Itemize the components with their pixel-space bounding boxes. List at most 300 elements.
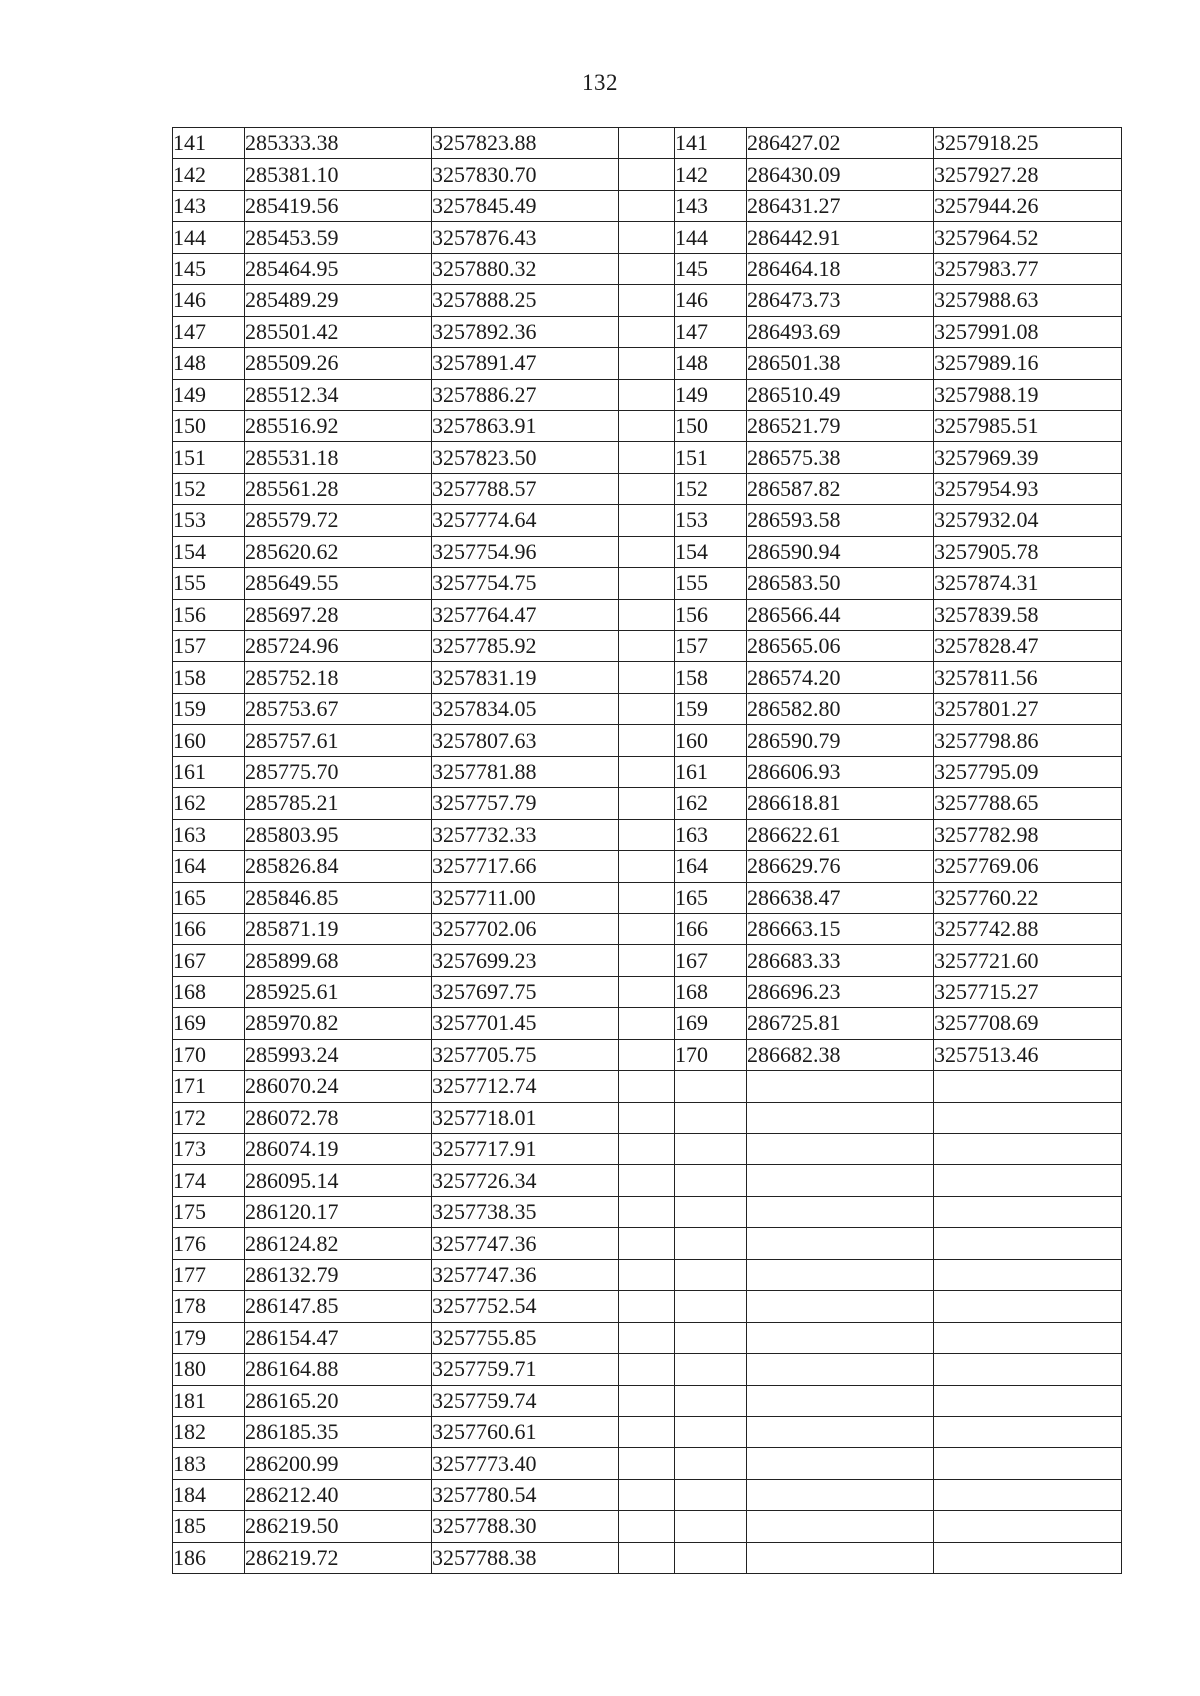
table-row: [173, 1196, 1122, 1227]
page-number: 132: [582, 70, 618, 95]
right-x-coordinate: 286622.61: [747, 819, 934, 850]
left-point-number: 173: [173, 1134, 245, 1165]
right-x-coordinate: [747, 1511, 934, 1542]
left-x-coordinate: 285724.96: [245, 631, 432, 662]
right-y-coordinate: 3257513.46: [934, 1039, 1122, 1070]
left-x-coordinate: 285803.95: [245, 819, 432, 850]
right-point-number: 159: [675, 693, 747, 724]
right-x-coordinate: 286593.58: [747, 505, 934, 536]
spacer-cell: [619, 285, 675, 316]
right-x-coordinate: 286493.69: [747, 316, 934, 347]
left-x-coordinate: 286185.35: [245, 1416, 432, 1447]
spacer-cell: [619, 1008, 675, 1039]
left-point-number: 151: [173, 442, 245, 473]
right-y-coordinate: [934, 1448, 1122, 1479]
left-y-coordinate: 3257747.36: [432, 1228, 619, 1259]
left-point-number: 176: [173, 1228, 245, 1259]
spacer-cell: [619, 568, 675, 599]
spacer-cell: [619, 1416, 675, 1447]
right-y-coordinate: 3257905.78: [934, 536, 1122, 567]
right-point-number: 141: [675, 128, 747, 159]
left-point-number: 146: [173, 285, 245, 316]
right-point-number: 150: [675, 410, 747, 441]
right-x-coordinate: 286473.73: [747, 285, 934, 316]
table-row: [173, 1008, 1122, 1039]
left-x-coordinate: 286095.14: [245, 1165, 432, 1196]
right-x-coordinate: 286663.15: [747, 913, 934, 944]
left-x-coordinate: 285419.56: [245, 190, 432, 221]
right-point-number: [675, 1259, 747, 1290]
right-point-number: 165: [675, 882, 747, 913]
right-x-coordinate: 286590.94: [747, 536, 934, 567]
right-y-coordinate: 3257798.86: [934, 725, 1122, 756]
left-y-coordinate: 3257788.30: [432, 1511, 619, 1542]
left-y-coordinate: 3257732.33: [432, 819, 619, 850]
right-x-coordinate: 286565.06: [747, 631, 934, 662]
left-x-coordinate: 286164.88: [245, 1354, 432, 1385]
left-x-coordinate: 285453.59: [245, 222, 432, 253]
left-point-number: 167: [173, 945, 245, 976]
left-y-coordinate: 3257891.47: [432, 348, 619, 379]
right-x-coordinate: 286501.38: [747, 348, 934, 379]
right-point-number: 170: [675, 1039, 747, 1070]
spacer-cell: [619, 1039, 675, 1070]
right-x-coordinate: [747, 1448, 934, 1479]
left-y-coordinate: 3257845.49: [432, 190, 619, 221]
right-x-coordinate: 286582.80: [747, 693, 934, 724]
spacer-cell: [619, 725, 675, 756]
left-x-coordinate: 286212.40: [245, 1479, 432, 1510]
table-row: [173, 1385, 1122, 1416]
left-y-coordinate: 3257755.85: [432, 1322, 619, 1353]
right-point-number: [675, 1542, 747, 1573]
left-point-number: 155: [173, 568, 245, 599]
right-point-number: 167: [675, 945, 747, 976]
right-y-coordinate: 3257839.58: [934, 599, 1122, 630]
right-x-coordinate: [747, 1416, 934, 1447]
left-y-coordinate: 3257718.01: [432, 1102, 619, 1133]
table-row: [173, 1416, 1122, 1447]
right-point-number: 142: [675, 159, 747, 190]
left-x-coordinate: 285531.18: [245, 442, 432, 473]
left-point-number: 182: [173, 1416, 245, 1447]
right-x-coordinate: 286606.93: [747, 756, 934, 787]
right-point-number: 169: [675, 1008, 747, 1039]
right-point-number: 168: [675, 976, 747, 1007]
right-y-coordinate: 3257964.52: [934, 222, 1122, 253]
right-point-number: [675, 1511, 747, 1542]
spacer-cell: [619, 505, 675, 536]
right-y-coordinate: [934, 1354, 1122, 1385]
left-x-coordinate: 286154.47: [245, 1322, 432, 1353]
right-y-coordinate: 3257828.47: [934, 631, 1122, 662]
spacer-cell: [619, 1259, 675, 1290]
right-x-coordinate: 286430.09: [747, 159, 934, 190]
left-y-coordinate: 3257788.38: [432, 1542, 619, 1573]
spacer-cell: [619, 348, 675, 379]
left-x-coordinate: 285620.62: [245, 536, 432, 567]
table-row: [173, 725, 1122, 756]
right-point-number: 158: [675, 662, 747, 693]
left-y-coordinate: 3257830.70: [432, 159, 619, 190]
right-x-coordinate: [747, 1291, 934, 1322]
left-x-coordinate: 285785.21: [245, 788, 432, 819]
right-y-coordinate: [934, 1479, 1122, 1510]
right-y-coordinate: [934, 1322, 1122, 1353]
right-x-coordinate: [747, 1542, 934, 1573]
left-point-number: 161: [173, 756, 245, 787]
left-x-coordinate: 285464.95: [245, 253, 432, 284]
left-point-number: 174: [173, 1165, 245, 1196]
left-x-coordinate: 285925.61: [245, 976, 432, 1007]
right-y-coordinate: 3257782.98: [934, 819, 1122, 850]
right-x-coordinate: 286638.47: [747, 882, 934, 913]
right-x-coordinate: [747, 1385, 934, 1416]
spacer-cell: [619, 662, 675, 693]
left-y-coordinate: 3257774.64: [432, 505, 619, 536]
left-point-number: 153: [173, 505, 245, 536]
left-y-coordinate: 3257757.79: [432, 788, 619, 819]
table-row: [173, 1165, 1122, 1196]
left-y-coordinate: 3257705.75: [432, 1039, 619, 1070]
table-row: [173, 379, 1122, 410]
right-x-coordinate: 286575.38: [747, 442, 934, 473]
table-row: [173, 285, 1122, 316]
right-x-coordinate: 286427.02: [747, 128, 934, 159]
left-x-coordinate: 285579.72: [245, 505, 432, 536]
right-y-coordinate: [934, 1291, 1122, 1322]
spacer-cell: [619, 410, 675, 441]
left-x-coordinate: 285333.38: [245, 128, 432, 159]
right-x-coordinate: 286696.23: [747, 976, 934, 1007]
right-point-number: 149: [675, 379, 747, 410]
right-point-number: [675, 1196, 747, 1227]
table-row: [173, 976, 1122, 1007]
left-x-coordinate: 285381.10: [245, 159, 432, 190]
left-y-coordinate: 3257773.40: [432, 1448, 619, 1479]
left-y-coordinate: 3257699.23: [432, 945, 619, 976]
right-y-coordinate: [934, 1196, 1122, 1227]
left-y-coordinate: 3257726.34: [432, 1165, 619, 1196]
table-row: [173, 1322, 1122, 1353]
right-y-coordinate: 3257801.27: [934, 693, 1122, 724]
left-point-number: 152: [173, 473, 245, 504]
spacer-cell: [619, 190, 675, 221]
table-row: [173, 882, 1122, 913]
right-x-coordinate: 286629.76: [747, 851, 934, 882]
left-point-number: 181: [173, 1385, 245, 1416]
left-x-coordinate: 285512.34: [245, 379, 432, 410]
right-point-number: 147: [675, 316, 747, 347]
spacer-cell: [619, 1134, 675, 1165]
right-y-coordinate: 3257811.56: [934, 662, 1122, 693]
table-row: [173, 1228, 1122, 1259]
table-row: [173, 851, 1122, 882]
spacer-cell: [619, 976, 675, 1007]
left-x-coordinate: 286219.50: [245, 1511, 432, 1542]
right-point-number: [675, 1291, 747, 1322]
right-point-number: 166: [675, 913, 747, 944]
table-row: [173, 1448, 1122, 1479]
table-row: [173, 1479, 1122, 1510]
right-point-number: 154: [675, 536, 747, 567]
left-point-number: 169: [173, 1008, 245, 1039]
left-point-number: 158: [173, 662, 245, 693]
right-y-coordinate: 3257874.31: [934, 568, 1122, 599]
left-x-coordinate: 285753.67: [245, 693, 432, 724]
table-row: [173, 631, 1122, 662]
left-point-number: 168: [173, 976, 245, 1007]
right-y-coordinate: 3257918.25: [934, 128, 1122, 159]
coordinates-table: [172, 127, 1122, 1574]
table-row: [173, 945, 1122, 976]
left-x-coordinate: 285516.92: [245, 410, 432, 441]
spacer-cell: [619, 316, 675, 347]
right-x-coordinate: [747, 1354, 934, 1385]
right-y-coordinate: [934, 1259, 1122, 1290]
left-y-coordinate: 3257712.74: [432, 1071, 619, 1102]
right-y-coordinate: [934, 1102, 1122, 1133]
left-point-number: 175: [173, 1196, 245, 1227]
left-point-number: 157: [173, 631, 245, 662]
left-x-coordinate: 285509.26: [245, 348, 432, 379]
left-point-number: 179: [173, 1322, 245, 1353]
left-point-number: 144: [173, 222, 245, 253]
right-point-number: 157: [675, 631, 747, 662]
left-y-coordinate: 3257788.57: [432, 473, 619, 504]
left-point-number: 142: [173, 159, 245, 190]
right-y-coordinate: 3257708.69: [934, 1008, 1122, 1039]
right-x-coordinate: 286683.33: [747, 945, 934, 976]
table-row: [173, 1134, 1122, 1165]
right-x-coordinate: [747, 1134, 934, 1165]
table-row: [173, 190, 1122, 221]
left-point-number: 186: [173, 1542, 245, 1573]
left-point-number: 156: [173, 599, 245, 630]
left-x-coordinate: 285757.61: [245, 725, 432, 756]
left-x-coordinate: 285489.29: [245, 285, 432, 316]
left-x-coordinate: 286074.19: [245, 1134, 432, 1165]
left-x-coordinate: 286165.20: [245, 1385, 432, 1416]
left-point-number: 183: [173, 1448, 245, 1479]
left-x-coordinate: 286072.78: [245, 1102, 432, 1133]
spacer-cell: [619, 1479, 675, 1510]
right-y-coordinate: 3257788.65: [934, 788, 1122, 819]
spacer-cell: [619, 1102, 675, 1133]
spacer-cell: [619, 379, 675, 410]
left-x-coordinate: 286200.99: [245, 1448, 432, 1479]
right-x-coordinate: 286587.82: [747, 473, 934, 504]
table-row: [173, 442, 1122, 473]
spacer-cell: [619, 1196, 675, 1227]
left-x-coordinate: 285752.18: [245, 662, 432, 693]
right-y-coordinate: [934, 1165, 1122, 1196]
right-y-coordinate: 3257988.19: [934, 379, 1122, 410]
table-row: [173, 1354, 1122, 1385]
left-x-coordinate: 285846.85: [245, 882, 432, 913]
spacer-cell: [619, 788, 675, 819]
left-y-coordinate: 3257886.27: [432, 379, 619, 410]
right-x-coordinate: 286431.27: [747, 190, 934, 221]
spacer-cell: [619, 1071, 675, 1102]
right-y-coordinate: 3257969.39: [934, 442, 1122, 473]
right-y-coordinate: [934, 1542, 1122, 1573]
left-y-coordinate: 3257888.25: [432, 285, 619, 316]
right-point-number: 151: [675, 442, 747, 473]
left-point-number: 184: [173, 1479, 245, 1510]
left-y-coordinate: 3257876.43: [432, 222, 619, 253]
right-point-number: 143: [675, 190, 747, 221]
spacer-cell: [619, 442, 675, 473]
left-point-number: 170: [173, 1039, 245, 1070]
right-y-coordinate: [934, 1511, 1122, 1542]
right-x-coordinate: 286521.79: [747, 410, 934, 441]
spacer-cell: [619, 882, 675, 913]
left-point-number: 160: [173, 725, 245, 756]
right-point-number: 163: [675, 819, 747, 850]
left-x-coordinate: 285501.42: [245, 316, 432, 347]
left-y-coordinate: 3257747.36: [432, 1259, 619, 1290]
right-x-coordinate: 286618.81: [747, 788, 934, 819]
left-point-number: 177: [173, 1259, 245, 1290]
left-x-coordinate: 285561.28: [245, 473, 432, 504]
left-point-number: 145: [173, 253, 245, 284]
right-point-number: 148: [675, 348, 747, 379]
spacer-cell: [619, 128, 675, 159]
left-point-number: 171: [173, 1071, 245, 1102]
right-x-coordinate: 286566.44: [747, 599, 934, 630]
left-y-coordinate: 3257717.66: [432, 851, 619, 882]
table-row: [173, 536, 1122, 567]
left-y-coordinate: 3257711.00: [432, 882, 619, 913]
spacer-cell: [619, 851, 675, 882]
spacer-cell: [619, 1542, 675, 1573]
right-x-coordinate: 286682.38: [747, 1039, 934, 1070]
right-y-coordinate: 3257944.26: [934, 190, 1122, 221]
left-x-coordinate: 286147.85: [245, 1291, 432, 1322]
table-row: [173, 756, 1122, 787]
table-row: [173, 505, 1122, 536]
right-x-coordinate: [747, 1102, 934, 1133]
spacer-cell: [619, 631, 675, 662]
right-y-coordinate: 3257954.93: [934, 473, 1122, 504]
left-point-number: 149: [173, 379, 245, 410]
left-y-coordinate: 3257702.06: [432, 913, 619, 944]
right-y-coordinate: 3257742.88: [934, 913, 1122, 944]
right-point-number: [675, 1448, 747, 1479]
left-y-coordinate: 3257781.88: [432, 756, 619, 787]
left-y-coordinate: 3257823.88: [432, 128, 619, 159]
spacer-cell: [619, 1354, 675, 1385]
table-row: [173, 253, 1122, 284]
left-point-number: 150: [173, 410, 245, 441]
right-point-number: [675, 1134, 747, 1165]
left-point-number: 148: [173, 348, 245, 379]
spacer-cell: [619, 693, 675, 724]
spacer-cell: [619, 473, 675, 504]
table-row: [173, 1071, 1122, 1102]
right-x-coordinate: [747, 1196, 934, 1227]
left-x-coordinate: 285899.68: [245, 945, 432, 976]
table-row: [173, 788, 1122, 819]
right-point-number: 152: [675, 473, 747, 504]
table-row: [173, 913, 1122, 944]
left-y-coordinate: 3257760.61: [432, 1416, 619, 1447]
right-y-coordinate: 3257769.06: [934, 851, 1122, 882]
right-point-number: [675, 1228, 747, 1259]
table-row: [173, 1542, 1122, 1573]
table-row: [173, 128, 1122, 159]
spacer-cell: [619, 599, 675, 630]
right-x-coordinate: 286574.20: [747, 662, 934, 693]
right-x-coordinate: [747, 1479, 934, 1510]
right-point-number: [675, 1322, 747, 1353]
right-point-number: 145: [675, 253, 747, 284]
right-y-coordinate: 3257989.16: [934, 348, 1122, 379]
left-x-coordinate: 285697.28: [245, 599, 432, 630]
left-x-coordinate: 285775.70: [245, 756, 432, 787]
right-x-coordinate: 286590.79: [747, 725, 934, 756]
right-y-coordinate: 3257715.27: [934, 976, 1122, 1007]
table-row: [173, 693, 1122, 724]
right-point-number: 160: [675, 725, 747, 756]
left-x-coordinate: 285871.19: [245, 913, 432, 944]
right-point-number: 161: [675, 756, 747, 787]
table-row: [173, 599, 1122, 630]
left-point-number: 154: [173, 536, 245, 567]
table-row: [173, 1291, 1122, 1322]
left-y-coordinate: 3257823.50: [432, 442, 619, 473]
spacer-cell: [619, 756, 675, 787]
right-y-coordinate: 3257988.63: [934, 285, 1122, 316]
right-y-coordinate: 3257983.77: [934, 253, 1122, 284]
table-row: [173, 222, 1122, 253]
left-point-number: 172: [173, 1102, 245, 1133]
spacer-cell: [619, 913, 675, 944]
right-point-number: [675, 1354, 747, 1385]
left-y-coordinate: 3257759.71: [432, 1354, 619, 1385]
spacer-cell: [619, 536, 675, 567]
left-point-number: 164: [173, 851, 245, 882]
right-x-coordinate: [747, 1228, 934, 1259]
coordinates-table-body: [173, 128, 1122, 1574]
right-point-number: 162: [675, 788, 747, 819]
spacer-cell: [619, 159, 675, 190]
left-y-coordinate: 3257738.35: [432, 1196, 619, 1227]
left-x-coordinate: 286124.82: [245, 1228, 432, 1259]
spacer-cell: [619, 1511, 675, 1542]
left-y-coordinate: 3257780.54: [432, 1479, 619, 1510]
right-x-coordinate: 286725.81: [747, 1008, 934, 1039]
right-y-coordinate: [934, 1416, 1122, 1447]
left-point-number: 180: [173, 1354, 245, 1385]
table-row: [173, 316, 1122, 347]
left-y-coordinate: 3257831.19: [432, 662, 619, 693]
spacer-cell: [619, 1228, 675, 1259]
spacer-cell: [619, 1385, 675, 1416]
right-x-coordinate: 286510.49: [747, 379, 934, 410]
right-point-number: 155: [675, 568, 747, 599]
spacer-cell: [619, 253, 675, 284]
left-y-coordinate: 3257759.74: [432, 1385, 619, 1416]
table-row: [173, 662, 1122, 693]
table-row: [173, 1102, 1122, 1133]
left-point-number: 147: [173, 316, 245, 347]
right-point-number: [675, 1102, 747, 1133]
left-x-coordinate: 286132.79: [245, 1259, 432, 1290]
left-y-coordinate: 3257764.47: [432, 599, 619, 630]
right-point-number: [675, 1385, 747, 1416]
